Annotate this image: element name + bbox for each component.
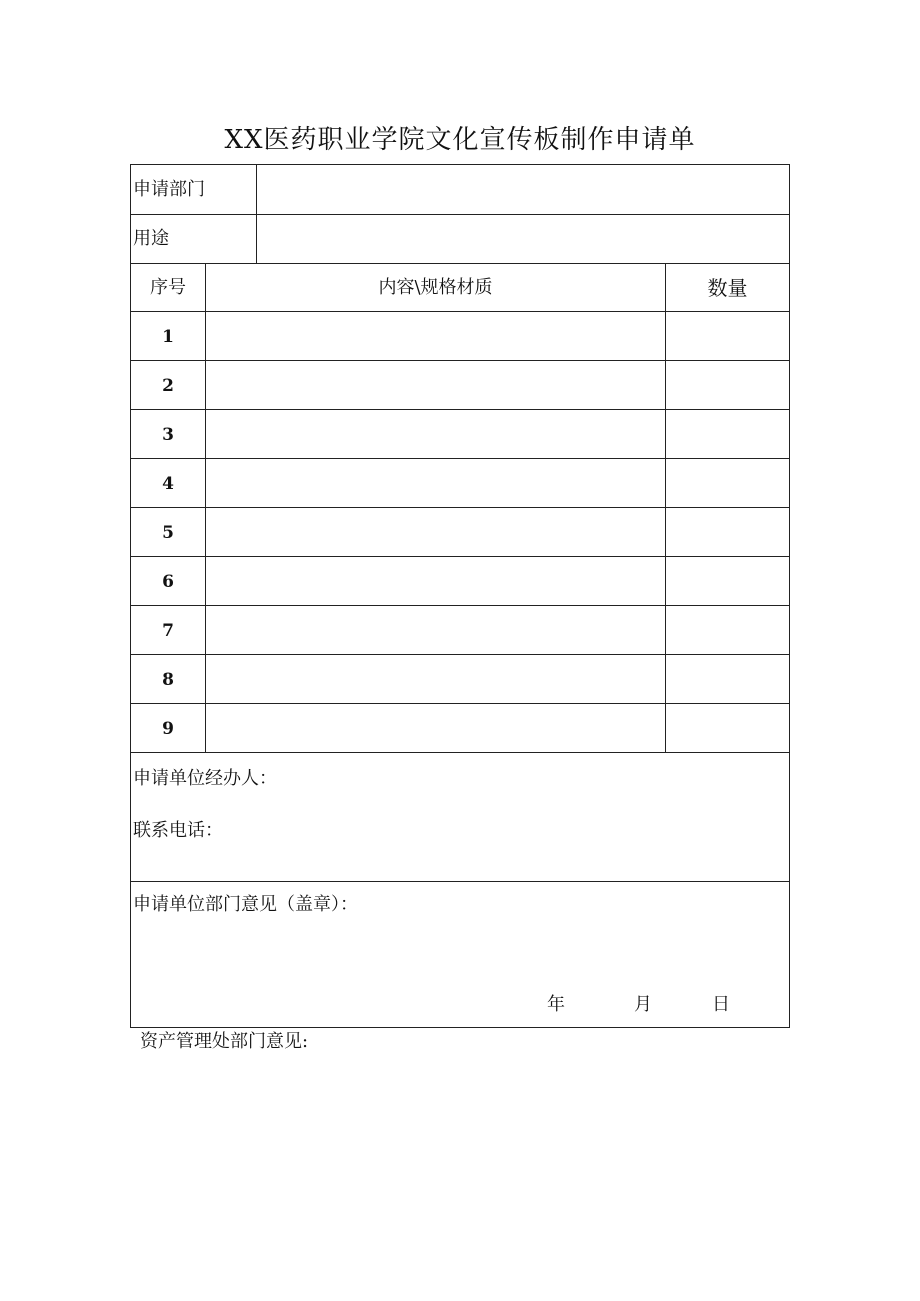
row-index: 6 [162,572,174,592]
header-index: 序号 [150,277,186,298]
row-index: 7 [162,621,174,641]
department-field[interactable] [257,165,789,214]
row-content-field[interactable] [206,606,665,654]
row-index: 8 [162,670,174,690]
purpose-label: 用途 [133,228,169,249]
department-label: 申请部门 [133,179,205,200]
row-content-field[interactable] [206,361,665,409]
handler-label: 申请单位经办人： [133,768,277,789]
page-title: XX医药职业学院文化宣传板制作申请单 [224,125,696,155]
row-divider [131,881,789,882]
row-quantity-field[interactable] [666,557,789,605]
row-quantity-field[interactable] [666,312,789,360]
row-divider [131,263,789,264]
row-index: 2 [162,376,174,396]
header-quantity: 数量 [707,276,748,300]
row-content-field[interactable] [206,459,665,507]
row-content-field[interactable] [206,312,665,360]
row-divider [131,752,789,753]
application-form [130,164,790,1028]
date-month: 月 [634,994,652,1015]
row-content-field[interactable] [206,655,665,703]
row-index: 9 [162,719,174,739]
purpose-field[interactable] [257,215,789,263]
row-index: 5 [162,523,174,543]
department-opinion-label: 申请单位部门意见（盖章）： [133,894,358,915]
row-index: 4 [162,474,174,494]
row-quantity-field[interactable] [666,459,789,507]
header-content: 内容\规格材质 [378,277,493,298]
row-quantity-field[interactable] [666,410,789,458]
row-quantity-field[interactable] [666,606,789,654]
row-quantity-field[interactable] [666,704,789,752]
row-quantity-field[interactable] [666,655,789,703]
date-day: 日 [712,994,730,1015]
row-index: 3 [162,425,174,445]
phone-label: 联系电话： [133,820,223,841]
row-content-field[interactable] [206,704,665,752]
date-year: 年 [547,994,565,1015]
asset-office-opinion-label: 资产管理处部门意见: [140,1031,309,1052]
row-content-field[interactable] [206,557,665,605]
row-content-field[interactable] [206,410,665,458]
row-content-field[interactable] [206,508,665,556]
row-quantity-field[interactable] [666,508,789,556]
row-index: 1 [162,327,174,347]
row-quantity-field[interactable] [666,361,789,409]
